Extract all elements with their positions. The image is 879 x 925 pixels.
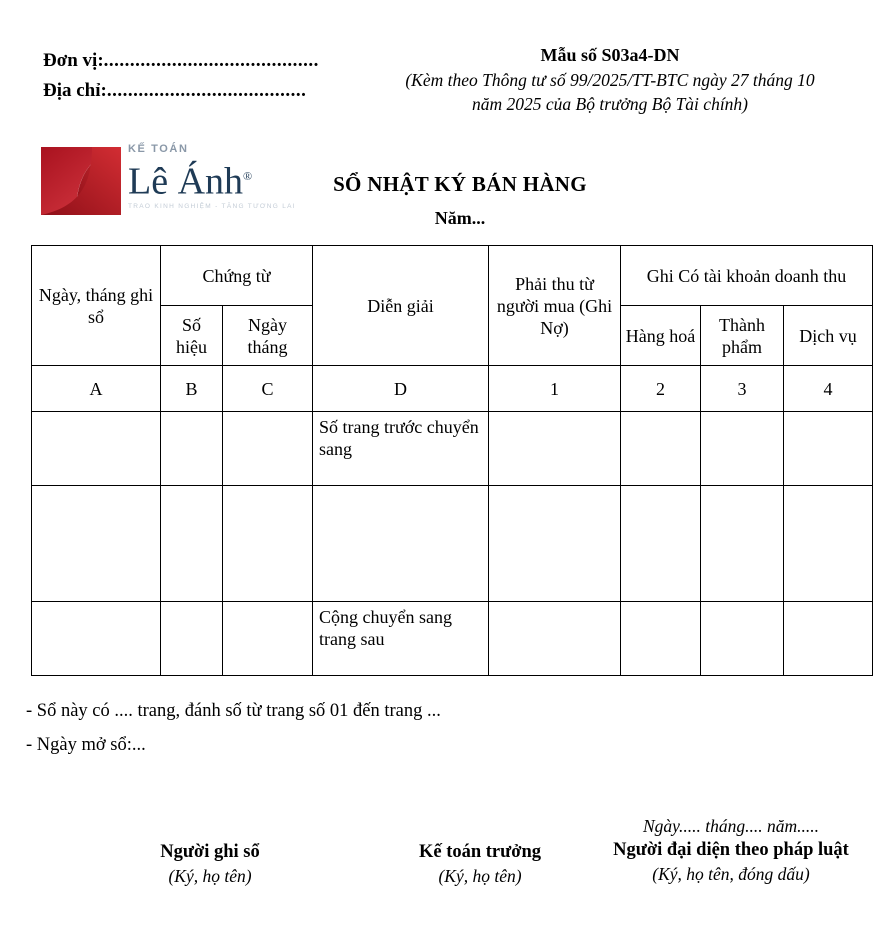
logo-tagline: TRAO KINH NGHIỆM - TĂNG TƯƠNG LAI xyxy=(128,202,296,210)
unit-label: Đơn vị: xyxy=(43,50,104,71)
cell-document-number[interactable] xyxy=(161,412,223,486)
signature-legal-representative xyxy=(596,814,866,886)
header-services: Dịch vụ xyxy=(784,306,873,366)
header-document-number: Số hiệu xyxy=(161,306,223,366)
header-receivable: Phải thu từ người mua (Ghi Nợ) xyxy=(489,246,621,366)
table-column-code-row xyxy=(32,366,873,412)
cell-services[interactable] xyxy=(784,412,873,486)
cell-date-recorded[interactable] xyxy=(32,602,161,676)
column-code-3: 3 xyxy=(701,366,784,412)
form-reference-block xyxy=(345,42,875,116)
column-code-a: A xyxy=(32,366,161,412)
cell-goods[interactable] xyxy=(621,412,701,486)
form-reference-line-2: năm 2025 của Bộ trưởng Bộ Tài chính) xyxy=(471,94,749,114)
logo-bowtie-icon xyxy=(40,146,122,216)
cell-goods[interactable] xyxy=(621,602,701,676)
table-row[interactable] xyxy=(32,602,873,676)
header-credit-group: Ghi Có tài khoản doanh thu xyxy=(621,246,873,306)
document-header xyxy=(0,46,879,126)
footer-notes xyxy=(26,694,441,762)
cell-document-number[interactable] xyxy=(161,602,223,676)
signature-legal-representative-title: Người đại diện theo pháp luật xyxy=(613,840,849,860)
cell-document-date[interactable] xyxy=(223,602,313,676)
logo-name xyxy=(128,156,293,202)
signature-legal-representative-note: (Ký, họ tên, đóng dấu) xyxy=(652,864,810,884)
logo-name-text: Lê Ánh xyxy=(128,160,244,203)
note-page-count: - Sổ này có .... trang, đánh số từ trang số 01 đến trang ... xyxy=(26,701,441,721)
page-title: SỔ NHẬT KÝ BÁN HÀNG xyxy=(333,172,587,196)
column-code-1: 1 xyxy=(489,366,621,412)
address-line xyxy=(43,76,319,106)
table-row[interactable] xyxy=(32,486,873,602)
signature-recorder xyxy=(90,840,330,888)
header-goods: Hàng hoá xyxy=(621,306,701,366)
form-reference-line-1: (Kèm theo Thông tư số 99/2025/TT-BTC ngày 27 tháng 10 xyxy=(405,70,815,90)
signature-area xyxy=(0,810,879,925)
cell-services[interactable] xyxy=(784,602,873,676)
cell-description[interactable] xyxy=(313,486,489,602)
signature-chief-accountant-note: (Ký, họ tên) xyxy=(438,866,522,886)
cell-receivable[interactable] xyxy=(489,412,621,486)
table-header-row-1 xyxy=(32,246,873,306)
header-finished-products: Thành phẩm xyxy=(701,306,784,366)
brand-logo xyxy=(40,142,296,222)
cell-receivable[interactable] xyxy=(489,602,621,676)
header-document-group: Chứng từ xyxy=(161,246,313,306)
column-code-c: C xyxy=(223,366,313,412)
registered-mark-icon: ® xyxy=(243,169,253,183)
signature-date-line: Ngày..... tháng.... năm..... xyxy=(643,816,819,836)
sales-journal-table xyxy=(31,245,873,676)
cell-goods[interactable] xyxy=(621,486,701,602)
cell-receivable[interactable] xyxy=(489,486,621,602)
cell-finished-products[interactable] xyxy=(701,602,784,676)
unit-dots: ......................................... xyxy=(103,50,319,71)
address-dots: ...................................... xyxy=(106,80,307,101)
signature-recorder-note: (Ký, họ tên) xyxy=(168,866,252,886)
header-date-recorded: Ngày, tháng ghi sổ xyxy=(32,246,161,366)
header-document-date: Ngày tháng xyxy=(223,306,313,366)
page-title-year: Năm... xyxy=(434,208,486,228)
logo-eyebrow: KẾ TOÁN xyxy=(128,143,189,155)
cell-description[interactable]: Cộng chuyển sang trang sau xyxy=(313,602,489,676)
cell-finished-products[interactable] xyxy=(701,412,784,486)
unit-line xyxy=(43,46,319,76)
unit-address-block xyxy=(43,46,319,106)
cell-document-number[interactable] xyxy=(161,486,223,602)
cell-services[interactable] xyxy=(784,486,873,602)
column-code-2: 2 xyxy=(621,366,701,412)
signature-chief-accountant xyxy=(360,840,600,888)
signature-recorder-title: Người ghi sổ xyxy=(160,842,260,862)
cell-date-recorded[interactable] xyxy=(32,412,161,486)
logo-text-block xyxy=(128,142,296,212)
form-number: Mẫu số S03a4-DN xyxy=(540,45,680,65)
table-row[interactable] xyxy=(32,412,873,486)
cell-document-date[interactable] xyxy=(223,412,313,486)
column-code-4: 4 xyxy=(784,366,873,412)
cell-document-date[interactable] xyxy=(223,486,313,602)
cell-date-recorded[interactable] xyxy=(32,486,161,602)
address-label: Địa chỉ: xyxy=(43,80,107,101)
column-code-d: D xyxy=(313,366,489,412)
note-open-date: - Ngày mở sổ:... xyxy=(26,735,146,755)
header-description: Diễn giải xyxy=(313,246,489,366)
cell-description[interactable]: Số trang trước chuyển sang xyxy=(313,412,489,486)
signature-chief-accountant-title: Kế toán trưởng xyxy=(418,842,542,862)
column-code-b: B xyxy=(161,366,223,412)
cell-finished-products[interactable] xyxy=(701,486,784,602)
